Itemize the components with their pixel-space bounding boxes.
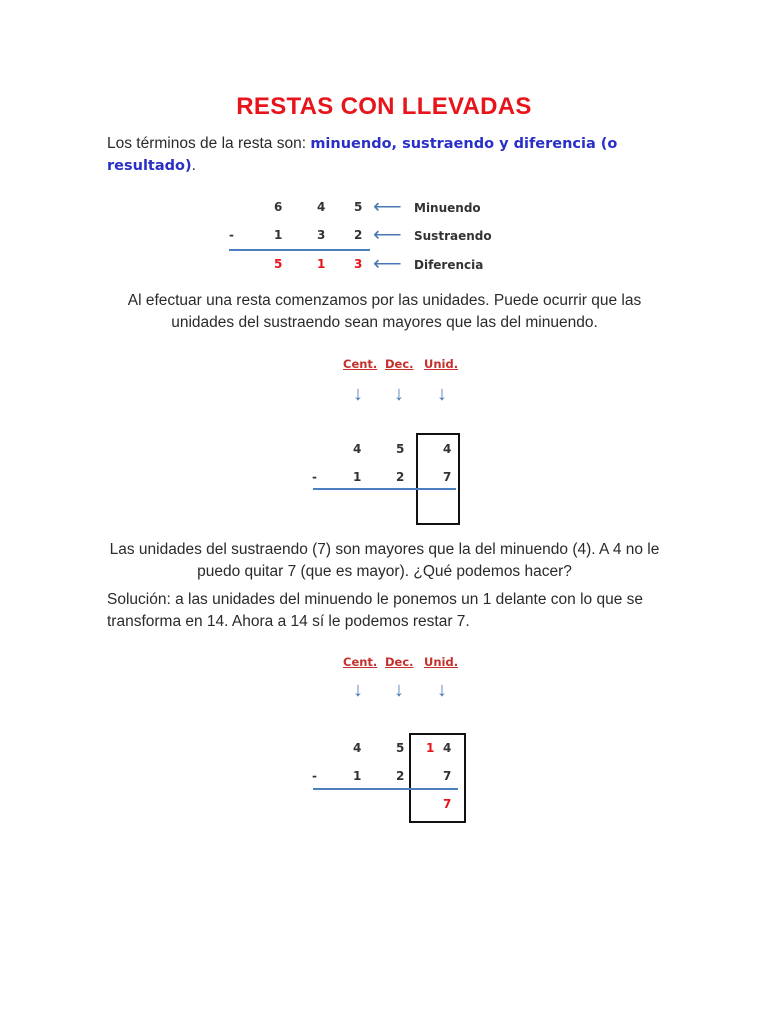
result-rule [313,488,456,490]
header-unidades: Unid. [424,655,459,669]
units-column-box [409,733,466,823]
explanation-paragraph-1: Al efectuar una resta comenzamos por las unidades. Puede ocurrir que las unidades del sustraendo sean mayores que las del minuendo. [127,292,642,331]
header-decenas: Dec. [385,655,414,669]
top-digit: 4 [353,741,362,755]
solution-paragraph: Solución: a las unidades del minuendo le ponemos un 1 delante con lo que se transforma en 14. Ahora a 14 sí le podemos restar 7. [107,591,643,630]
down-arrow-icon: ↓ [394,679,404,701]
top-digit: 5 [396,442,405,456]
down-arrow-icon: ↓ [353,383,363,405]
result-rule [313,788,458,790]
down-arrow-icon: ↓ [353,679,363,701]
minus-sign: - [312,470,317,484]
sustraendo-digit: 1 [274,228,283,242]
diferencia-label: Diferencia [414,258,484,272]
diferencia-digit: 3 [354,257,363,271]
left-arrow-icon: ⟵ [373,196,402,218]
intro-paragraph [107,133,687,177]
down-arrow-icon: ↓ [437,383,447,405]
down-arrow-icon: ↓ [394,383,404,405]
bottom-digit: 7 [443,769,452,783]
top-digit: 4 [443,442,452,456]
explanation-paragraph-2: Las unidades del sustraendo (7) son mayores que la del minuendo (4). A 4 no le puedo quitar 7 (que es mayor). ¿Qué podemos hacer? [109,541,660,580]
intro-period: . [191,157,196,174]
diferencia-digit: 5 [274,257,283,271]
minuendo-digit: 5 [354,200,363,214]
top-digit: 4 [353,442,362,456]
top-digit: 4 [443,741,452,755]
header-unidades: Unid. [424,357,459,371]
left-arrow-icon: ⟵ [373,253,402,275]
sustraendo-digit: 3 [317,228,326,242]
bottom-digit: 1 [353,769,362,783]
minuendo-digit: 4 [317,200,326,214]
top-digit: 5 [396,741,405,755]
result-rule [229,249,370,251]
bottom-digit: 7 [443,470,452,484]
intro-terms: minuendo, sustraendo y diferencia (o resultado) [107,136,618,174]
minus-sign: - [312,769,317,783]
down-arrow-icon: ↓ [437,679,447,701]
diferencia-digit: 1 [317,257,326,271]
header-centenas: Cent. [343,357,378,371]
page-title: RESTAS CON LLEVADAS [236,93,532,120]
minuendo-label: Minuendo [414,201,481,215]
bottom-digit: 2 [396,769,405,783]
units-column-box [416,433,460,525]
sustraendo-digit: 2 [354,228,363,242]
carry-digit: 1 [426,741,435,755]
header-centenas: Cent. [343,655,378,669]
minuendo-digit: 6 [274,200,283,214]
result-digit: 7 [443,797,452,811]
bottom-digit: 1 [353,470,362,484]
sustraendo-label: Sustraendo [414,229,492,243]
minus-sign: - [229,228,234,242]
header-decenas: Dec. [385,357,414,371]
left-arrow-icon: ⟵ [373,224,402,246]
intro-text: Los términos de la resta son: [107,135,311,152]
bottom-digit: 2 [396,470,405,484]
